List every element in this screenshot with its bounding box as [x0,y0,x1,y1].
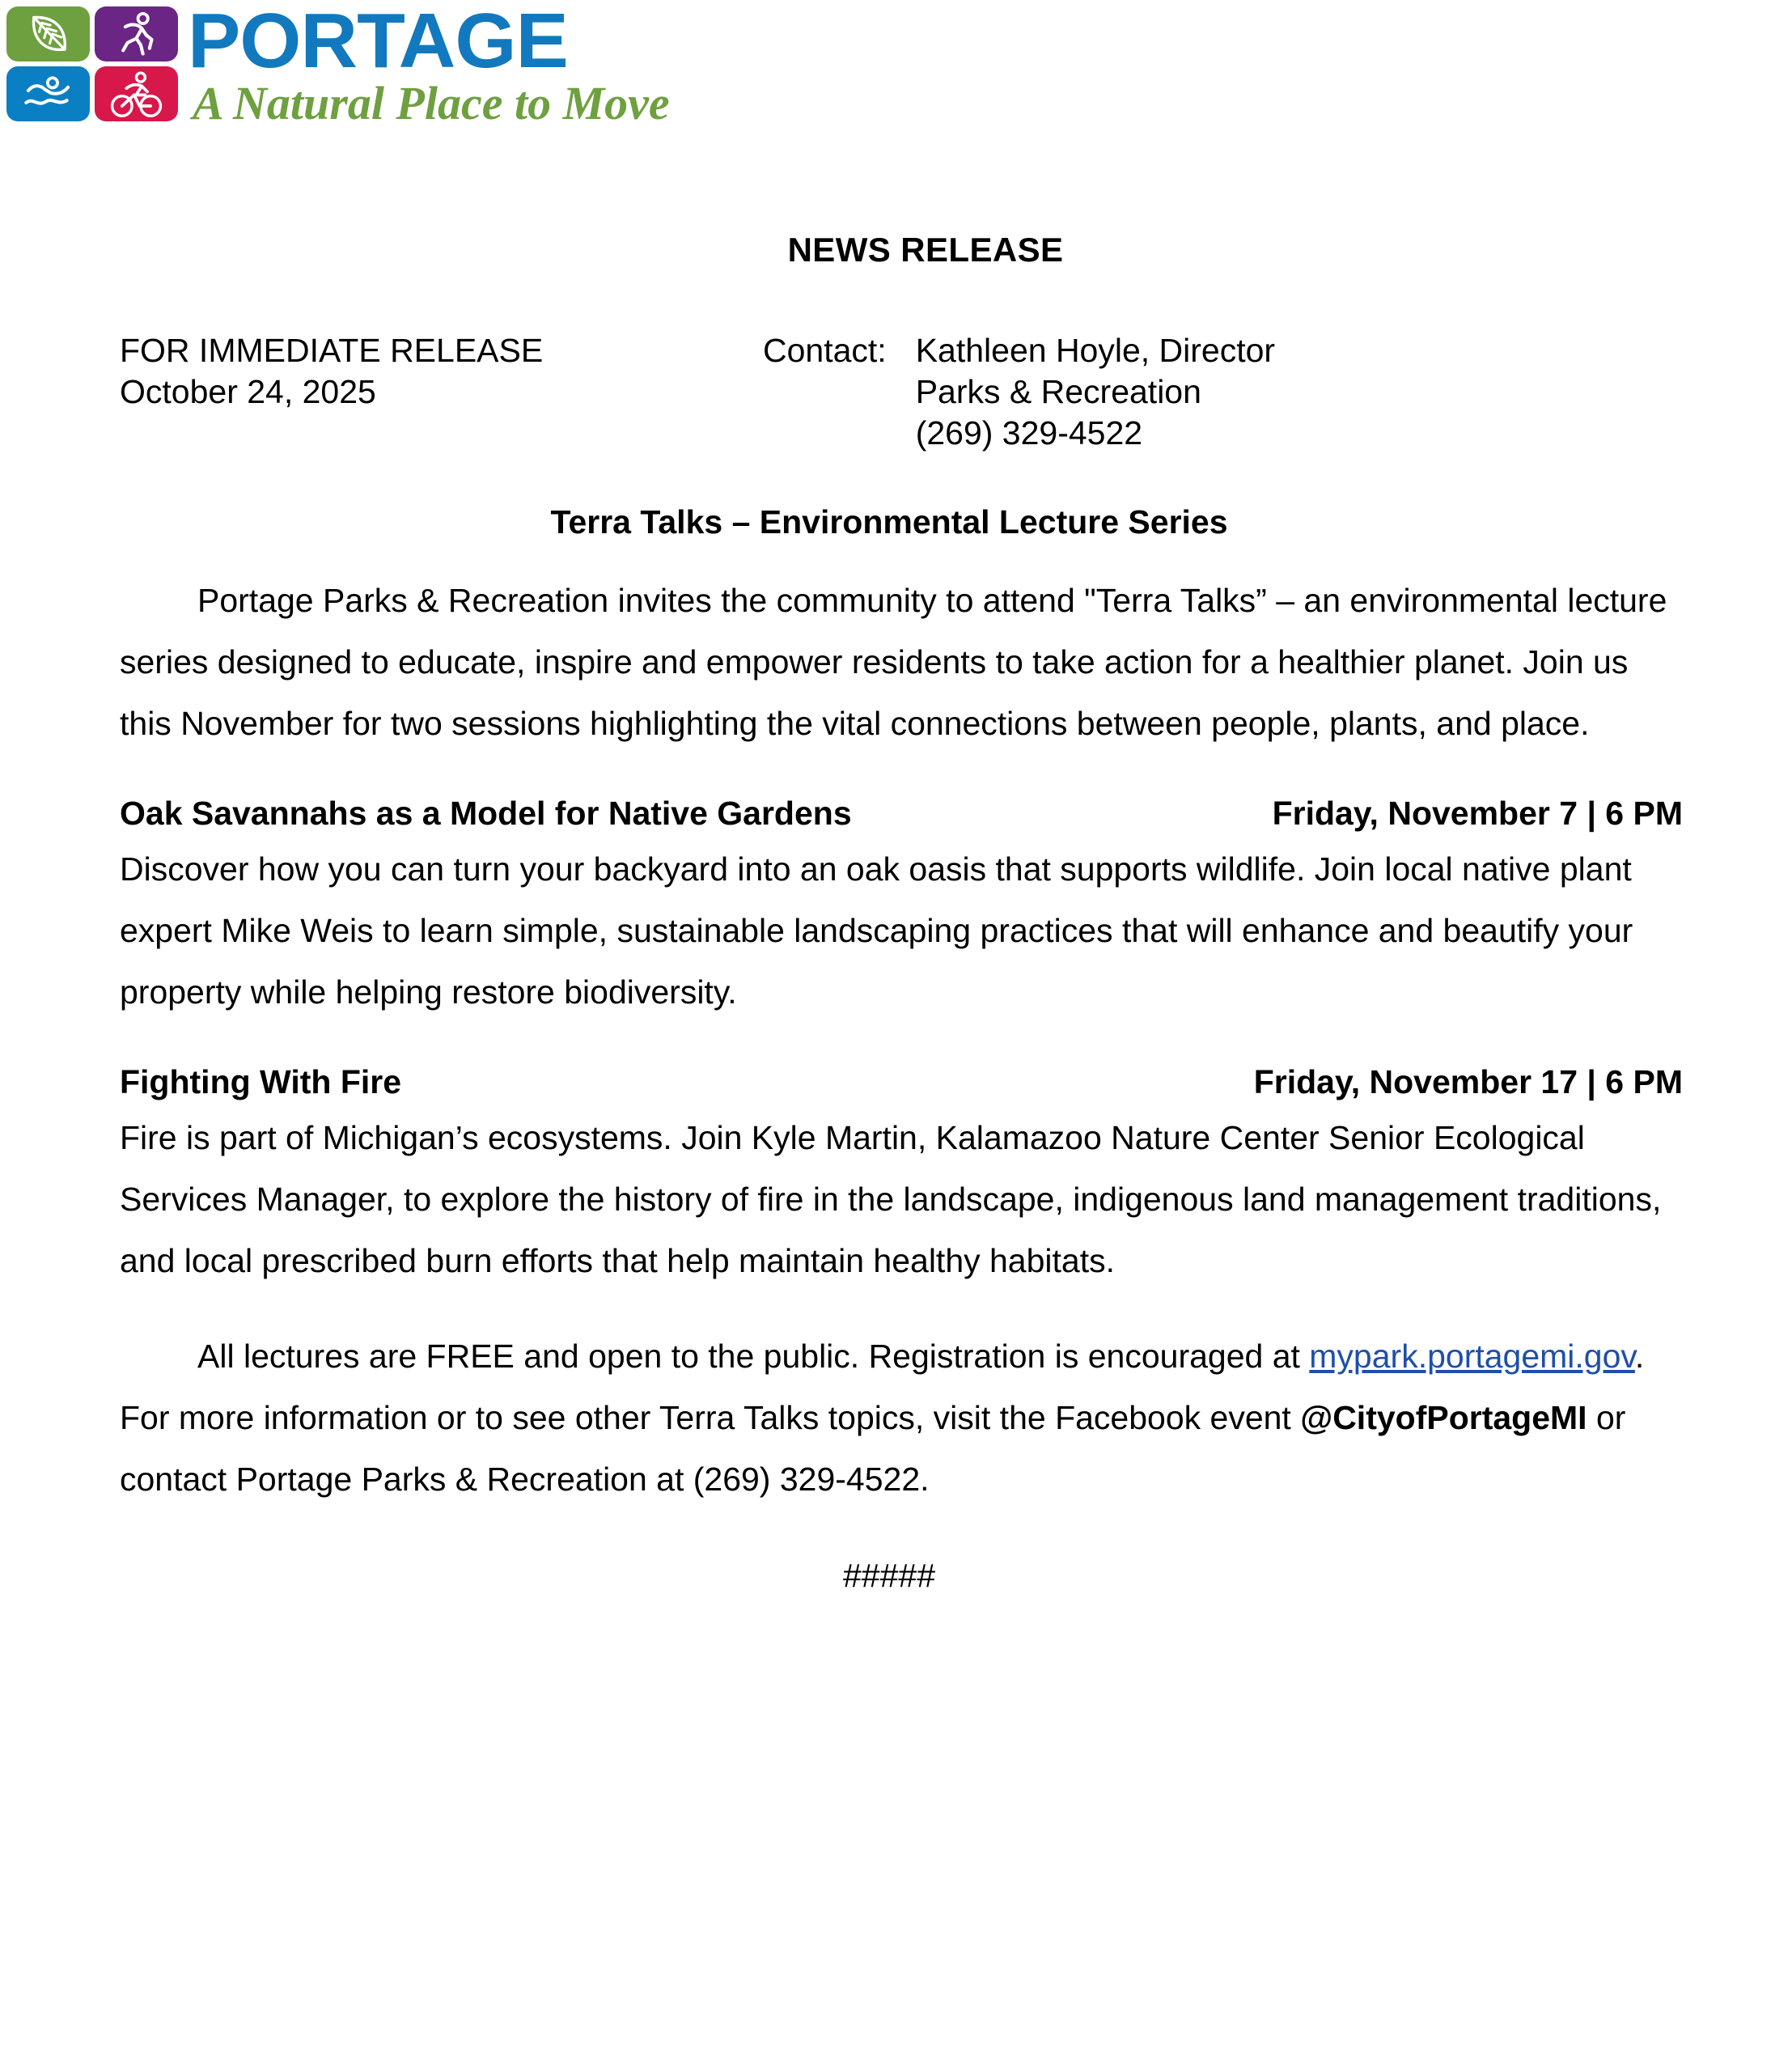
contact-name: Kathleen Hoyle, Director [915,332,1276,369]
leaf-icon-tile [6,6,90,61]
cyclist-icon [95,66,178,121]
contact-label: Contact: [763,332,887,369]
closing-paragraph [120,1325,1683,1510]
contact-department: Parks & Recreation [915,373,1201,410]
facebook-handle: @CityofPortageMI [1300,1399,1587,1436]
event-heading-1 [120,788,1683,838]
spacer [120,539,1683,570]
runner-icon [95,6,178,61]
logo-text-block [188,0,670,129]
release-info-row [120,330,1683,454]
leaf-icon [6,6,90,61]
swimmer-icon-tile [6,66,90,121]
event-heading-2 [120,1057,1683,1107]
closing-text-part-3: or contact Portage Parks & Recreation at (269) 329-4522. [120,1399,1626,1498]
event-2-datetime: Friday, November 17 | 6 PM [1253,1063,1683,1100]
event-1-description: Discover how you can turn your backyard into an oak oasis that supports wildlife. Join local native plant expert Mike Weis to learn simple, sustainable landscaping practices that will enhance and beautify your property while helping restore biodiversity. [120,850,1633,1011]
spacer [120,454,1683,506]
contact-details [916,330,1275,454]
spacer [120,754,1683,788]
page-title: NEWS RELEASE [787,231,1064,269]
closing-text-part-1: All lectures are FREE and open to the public. Registration is encouraged at [197,1338,1310,1375]
event-2-name: Fighting With Fire [120,1063,402,1100]
closing-text-part-2: . For more information or to see other Terra Talks topics, visit the Facebook event [120,1338,1645,1436]
release-date: October 24, 2025 [120,373,376,410]
intro-paragraph: Portage Parks & Recreation invites the community to attend "Terra Talks” – an environmental lecture series designed to educate, inspire and empower residents to take action for a healthier planet. Join us this November for two sessions highlighting the vital connections between people, plants, and place. [120,582,1667,742]
contact-block [763,330,1275,454]
spacer [120,267,1683,330]
cyclist-icon-tile [95,66,178,121]
series-title: Terra Talks – Environmental Lecture Series [550,503,1228,541]
spacer [120,1510,1683,1555]
spacer [120,1291,1683,1325]
mypark-link[interactable]: mypark.portagemi.gov [1309,1338,1635,1375]
event-1-name: Oak Savannahs as a Model for Native Gardens [120,795,852,832]
portage-wordmark: PORTAGE [188,0,568,84]
immediate-release-label: FOR IMMEDIATE RELEASE [120,332,544,369]
event-2-description: Fire is part of Michigan’s ecosystems. Join Kyle Martin, Kalamazoo Nature Center Senior Ecological Services Manager, to explore the history of fire in the landscape, indigenous land management traditions, and local prescribed burn efforts that help maintain healthy habitats. [120,1119,1662,1279]
release-status-block [120,330,763,413]
portage-logo [6,0,670,129]
contact-phone: (269) 329-4522 [915,414,1143,452]
document-body [120,233,1683,1596]
portage-tagline: A Natural Place to Move [193,77,670,129]
swimmer-icon [6,66,90,121]
spacer [120,1023,1683,1057]
event-1-datetime: Friday, November 7 | 6 PM [1272,795,1683,832]
logo-tile-grid [6,6,178,121]
runner-icon-tile [95,6,178,61]
end-mark: ##### [842,1557,935,1594]
